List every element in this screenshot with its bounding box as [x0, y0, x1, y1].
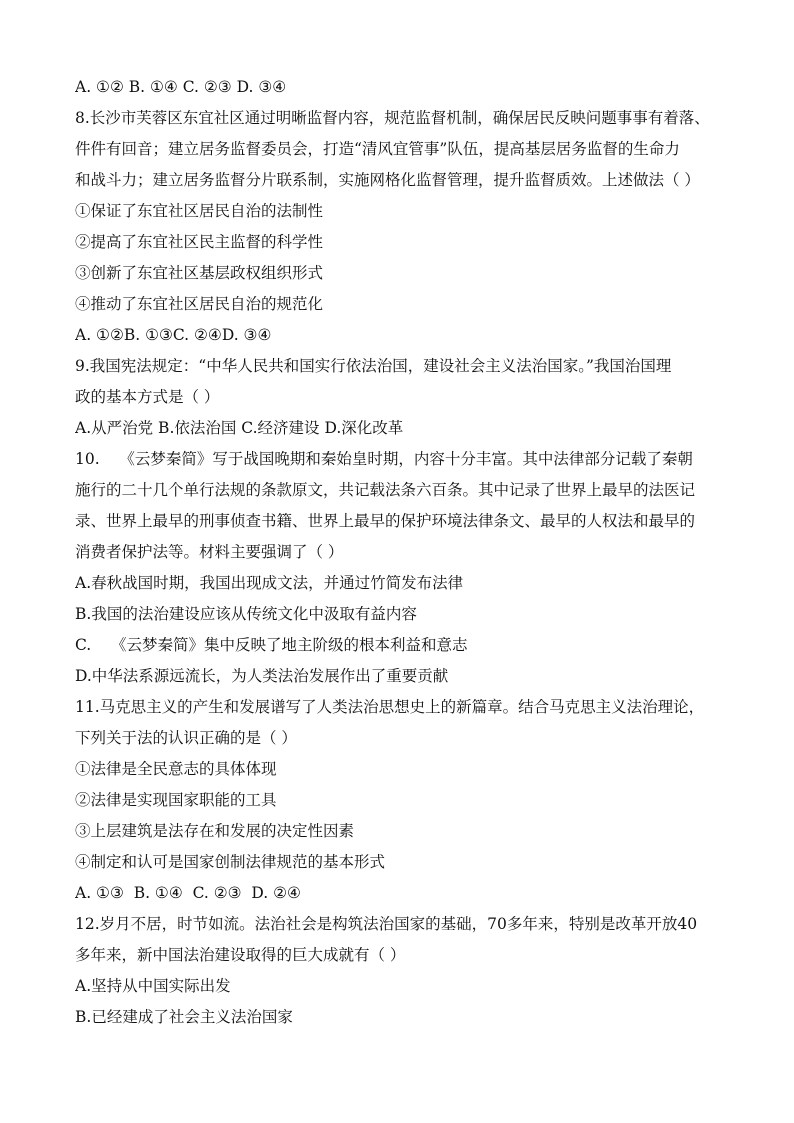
q10-stem-line-1: 10. 《云梦秦简》写于战国晚期和秦始皇时期，内容十分丰富。其中法律部分记载了秦朝 — [75, 450, 693, 468]
q8-statement-3: ③创新了东宜社区基层政权组织形式 — [75, 264, 324, 282]
q10-stem-line-3: 录、世界上最早的刑事侦查书籍、世界上最早的保护环境法律条文、最早的人权法和最早的 — [75, 512, 696, 530]
q11-statement-2: ②法律是实现国家职能的工具 — [75, 791, 277, 809]
q10-stem-line-4: 消费者保护法等。材料主要强调了（ ） — [75, 543, 344, 561]
q11-options: A. ①③ B. ①④ C. ②③ D. ②④ — [75, 884, 301, 902]
q10-option-d: D.中华法系源远流长，为人类法治发展作出了重要贡献 — [75, 667, 449, 685]
q12-stem-line-1: 12.岁月不居，时节如流。法治社会是构筑法治国家的基础，70多年来，特别是改革开放40 — [75, 915, 698, 933]
q12-option-a: A.坚持从中国实际出发 — [75, 977, 231, 995]
q8-statement-4: ④推动了东宜社区居民自治的规范化 — [75, 295, 324, 313]
q12-option-b: B.已经建成了社会主义法治国家 — [75, 1008, 293, 1026]
q10-option-b: B.我国的法治建设应该从传统文化中汲取有益内容 — [75, 605, 417, 623]
q11-statement-4: ④制定和认可是国家创制法律规范的基本形式 — [75, 853, 386, 871]
q9-stem-line-1: 9.我国宪法规定：“中华人民共和国实行依法治国，建设社会主义法治国家。”我国治国理 — [75, 357, 672, 375]
q7-options: A. ①② B. ①④ C. ②③ D. ③④ — [75, 78, 287, 96]
q10-option-c: C. 《云梦秦简》集中反映了地主阶级的根本利益和意志 — [75, 636, 468, 654]
q10-option-a: A.春秋战国时期，我国出现成文法，并通过竹简发布法律 — [75, 574, 464, 592]
q8-options: A. ①②B. ①③C. ②④D. ③④ — [75, 326, 272, 344]
q9-options: A.从严治党 B.依法治国 C.经济建设 D.深化改革 — [75, 419, 404, 437]
q8-stem-line-2: 件件有回音；建立居务监督委员会，打造“清风宜管事”队伍，提高基层居务监督的生命力 — [75, 140, 680, 158]
exam-page — [75, 72, 735, 1033]
q10-stem-line-2: 施行的二十几个单行法规的条款原文，共记载法条六百条。其中记录了世界上最早的法医记 — [75, 481, 696, 499]
q11-statement-1: ①法律是全民意志的具体体现 — [75, 760, 277, 778]
q8-stem-line-1: 8.长沙市芙蓉区东宜社区通过明晰监督内容，规范监督机制，确保居民反映问题事事有着落、 — [75, 109, 710, 127]
q8-statement-1: ①保证了东宜社区居民自治的法制性 — [75, 202, 324, 220]
q11-stem-line-2: 下列关于法的认识正确的是（ ） — [75, 729, 297, 747]
q11-stem-line-1: 11.马克思主义的产生和发展谱写了人类法治思想史上的新篇章。结合马克思主义法治理论， — [75, 698, 705, 716]
q8-statement-2: ②提高了东宜社区民主监督的科学性 — [75, 233, 324, 251]
q12-stem-line-2: 多年来，新中国法治建设取得的巨大成就有（ ） — [75, 946, 406, 964]
q9-stem-line-2: 政的基本方式是（ ） — [75, 388, 220, 406]
q11-statement-3: ③上层建筑是法存在和发展的决定性因素 — [75, 822, 355, 840]
q8-stem-line-3: 和战斗力；建立居务监督分片联系制，实施网格化监督管理，提升监督质效。上述做法（ ） — [75, 171, 700, 189]
